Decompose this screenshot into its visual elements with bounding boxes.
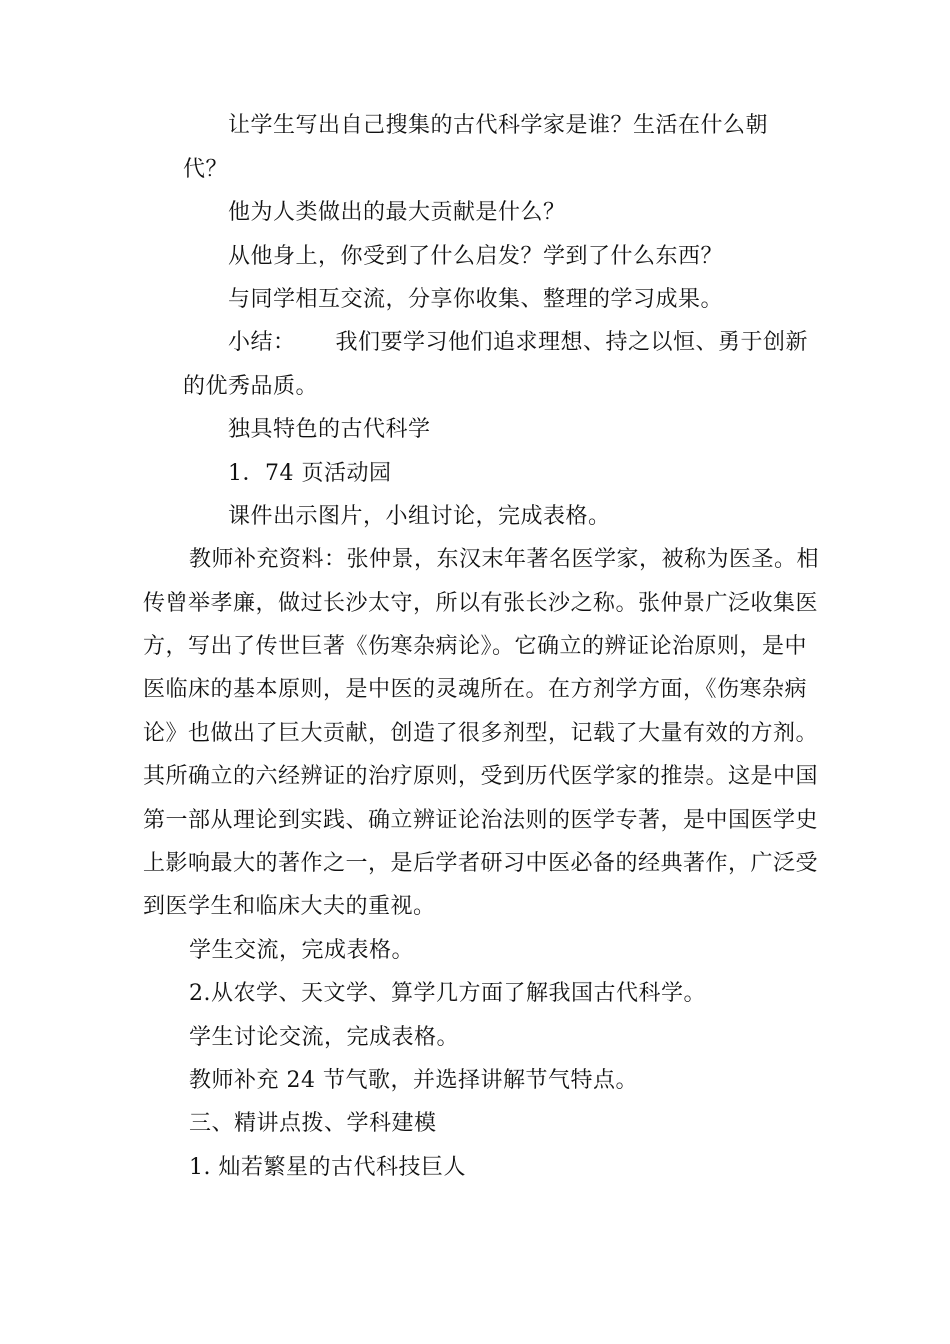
text-line: 让学生写出自己搜集的古代科学家是谁？生活在什么朝	[228, 113, 769, 138]
text-line: 上影响最大的著作之一，是后学者研习中医必备的经典著作，广泛受	[143, 851, 819, 876]
summary-line	[228, 328, 808, 358]
summary-text: 我们要学习他们追求理想、持之以恒、勇于创新	[335, 330, 809, 355]
text-line: 学生交流，完成表格。	[189, 938, 415, 963]
text-line: 从他身上，你受到了什么启发？学到了什么东西？	[228, 244, 724, 269]
text-line: 1. 灿若繁星的古代科技巨人	[189, 1155, 466, 1180]
text-line: 1．74 页活动园	[228, 461, 392, 486]
text-line: 第一部从理论到实践、确立辨证论治法则的医学专著，是中国医学史	[143, 808, 819, 833]
text-line: 其所确立的六经辨证的治疗原则，受到历代医学家的推崇。这是中国	[143, 764, 819, 789]
text-line: 他为人类做出的最大贡献是什么？	[228, 200, 566, 225]
text-line: 学生讨论交流，完成表格。	[189, 1025, 460, 1050]
text-line: 教师补充资料：张仲景，东汉末年著名医学家，被称为医圣。相	[189, 547, 820, 572]
text-line: 方，写出了传世巨著《伤寒杂病论》。它确立的辨证论治原则，是中	[143, 634, 808, 659]
text-line: 到医学生和临床大夫的重视。	[143, 894, 436, 919]
text-line: 课件出示图片，小组讨论，完成表格。	[228, 504, 611, 529]
text-line: 论》也做出了巨大贡献，创造了很多剂型，记载了大量有效的方剂。	[143, 721, 819, 746]
section-heading: 独具特色的古代科学	[228, 417, 431, 442]
section-heading: 三、精讲点拨、学科建模	[189, 1111, 437, 1136]
text-line: 医临床的基本原则，是中医的灵魂所在。在方剂学方面，《伤寒杂病	[143, 677, 808, 702]
text-line: 与同学相互交流，分享你收集、整理的学习成果。	[228, 287, 724, 312]
text-line: 传曾举孝廉，做过长沙太守，所以有张长沙之称。张仲景广泛收集医	[143, 591, 819, 616]
text-line: 教师补充 24 节气歌，并选择讲解节气特点。	[189, 1068, 638, 1093]
summary-label: 小结：	[228, 330, 296, 355]
text-line: 代？	[183, 157, 229, 182]
text-line: 2.从农学、天文学、算学几方面了解我国古代科学。	[189, 981, 706, 1006]
text-line: 的优秀品质。	[183, 374, 319, 399]
